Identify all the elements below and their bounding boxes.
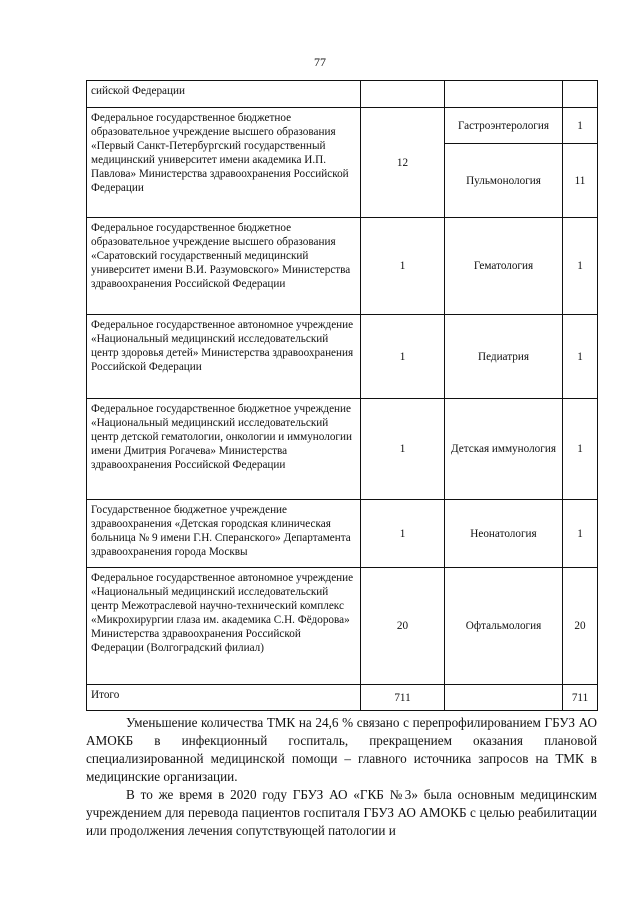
specialty-cell: Детская иммунология [445,399,563,500]
specialty-cell: Гематология [445,218,563,315]
table-row [87,218,598,315]
referral-table [86,80,598,711]
specialty-count-cell: 11 [563,144,598,218]
table-row [87,81,598,108]
count-cell: 12 [361,108,445,218]
count-cell: 20 [361,568,445,685]
table-row [87,399,598,500]
specialty-count-cell: 1 [563,315,598,399]
total-spec-count: 711 [563,685,598,711]
org-cell: Федеральное государственное автономное учреждение «Национальный медицинский исследовательский центр здоровья детей» Министерства здравоохранения Российской Федерации [87,315,361,399]
paragraph: В то же время в 2020 году ГБУЗ АО «ГКБ №3» была основным медицинским учреждением для перевода пациентов госпиталя ГБУЗ АО АМОКБ с целью реабилитации или продолжения лечения сопутствующей патологии и [86,787,597,838]
org-cell: Федеральное государственное бюджетное образовательное учреждение высшего образования «Первый Санкт-Петербургский государственный медицинский университет имени академика И.П. Павлова» Министерства здравоохранения Российской Федерации [87,108,361,218]
total-label: Итого [87,685,361,711]
table-row [87,315,598,399]
specialty-cell: Офтальмология [445,568,563,685]
table-row [87,500,598,568]
count-cell [361,81,445,108]
specialty-cell: Педиатрия [445,315,563,399]
specialty-count-cell: 1 [563,399,598,500]
total-count: 711 [361,685,445,711]
org-cell: Федеральное государственное бюджетное учреждение «Национальный медицинский исследовательский центр детской гематологии, онкологии и иммунологии имени Дмитрия Рогачева» Министерства здравоохранения Российской Федерации [87,399,361,500]
org-cell: Федеральное государственное бюджетное образовательное учреждение высшего образования «Саратовский государственный медицинский университет имени В.И. Разумовского» Министерства здравоохранения Российской Федерации [87,218,361,315]
specialty-cell: Пульмонология [445,144,563,218]
specialty-count-cell [563,81,598,108]
specialty-cell [445,81,563,108]
org-cell: Федеральное государственное автономное учреждение «Национальный медицинский исследовательский центр Межотраслевой научно-технический комплекс «Микрохирургии глаза им. академика С.Н. Фёдорова» Министерства здравоохранения Российской Федерации (Волгоградский филиал) [87,568,361,685]
specialty-count-cell: 20 [563,568,598,685]
body-text [86,714,597,840]
paragraph: Уменьшение количества ТМК на 24,6 % связано с перепрофилированием ГБУЗ АО АМОКБ в инфекционный госпиталь, прекращением оказания плановой специализированной медицинской помощи – главного источника запросов на ТМК в медицинские организации. [86,715,597,784]
count-cell: 1 [361,500,445,568]
specialty-cell: Гастроэнтерология [445,108,563,144]
specialty-count-cell: 1 [563,108,598,144]
org-cell: сийской Федерации [87,81,361,108]
total-spec-cell [445,685,563,711]
table-row [87,568,598,685]
count-cell: 1 [361,315,445,399]
count-cell: 1 [361,218,445,315]
table-row [87,108,598,144]
page-number: 77 [314,55,326,69]
total-row [87,685,598,711]
specialty-count-cell: 1 [563,500,598,568]
specialty-cell: Неонатология [445,500,563,568]
org-cell: Государственное бюджетное учреждение здравоохранения «Детская городская клиническая больница № 9 имени Г.Н. Сперанского» Департамента здравоохранения города Москвы [87,500,361,568]
specialty-count-cell: 1 [563,218,598,315]
count-cell: 1 [361,399,445,500]
